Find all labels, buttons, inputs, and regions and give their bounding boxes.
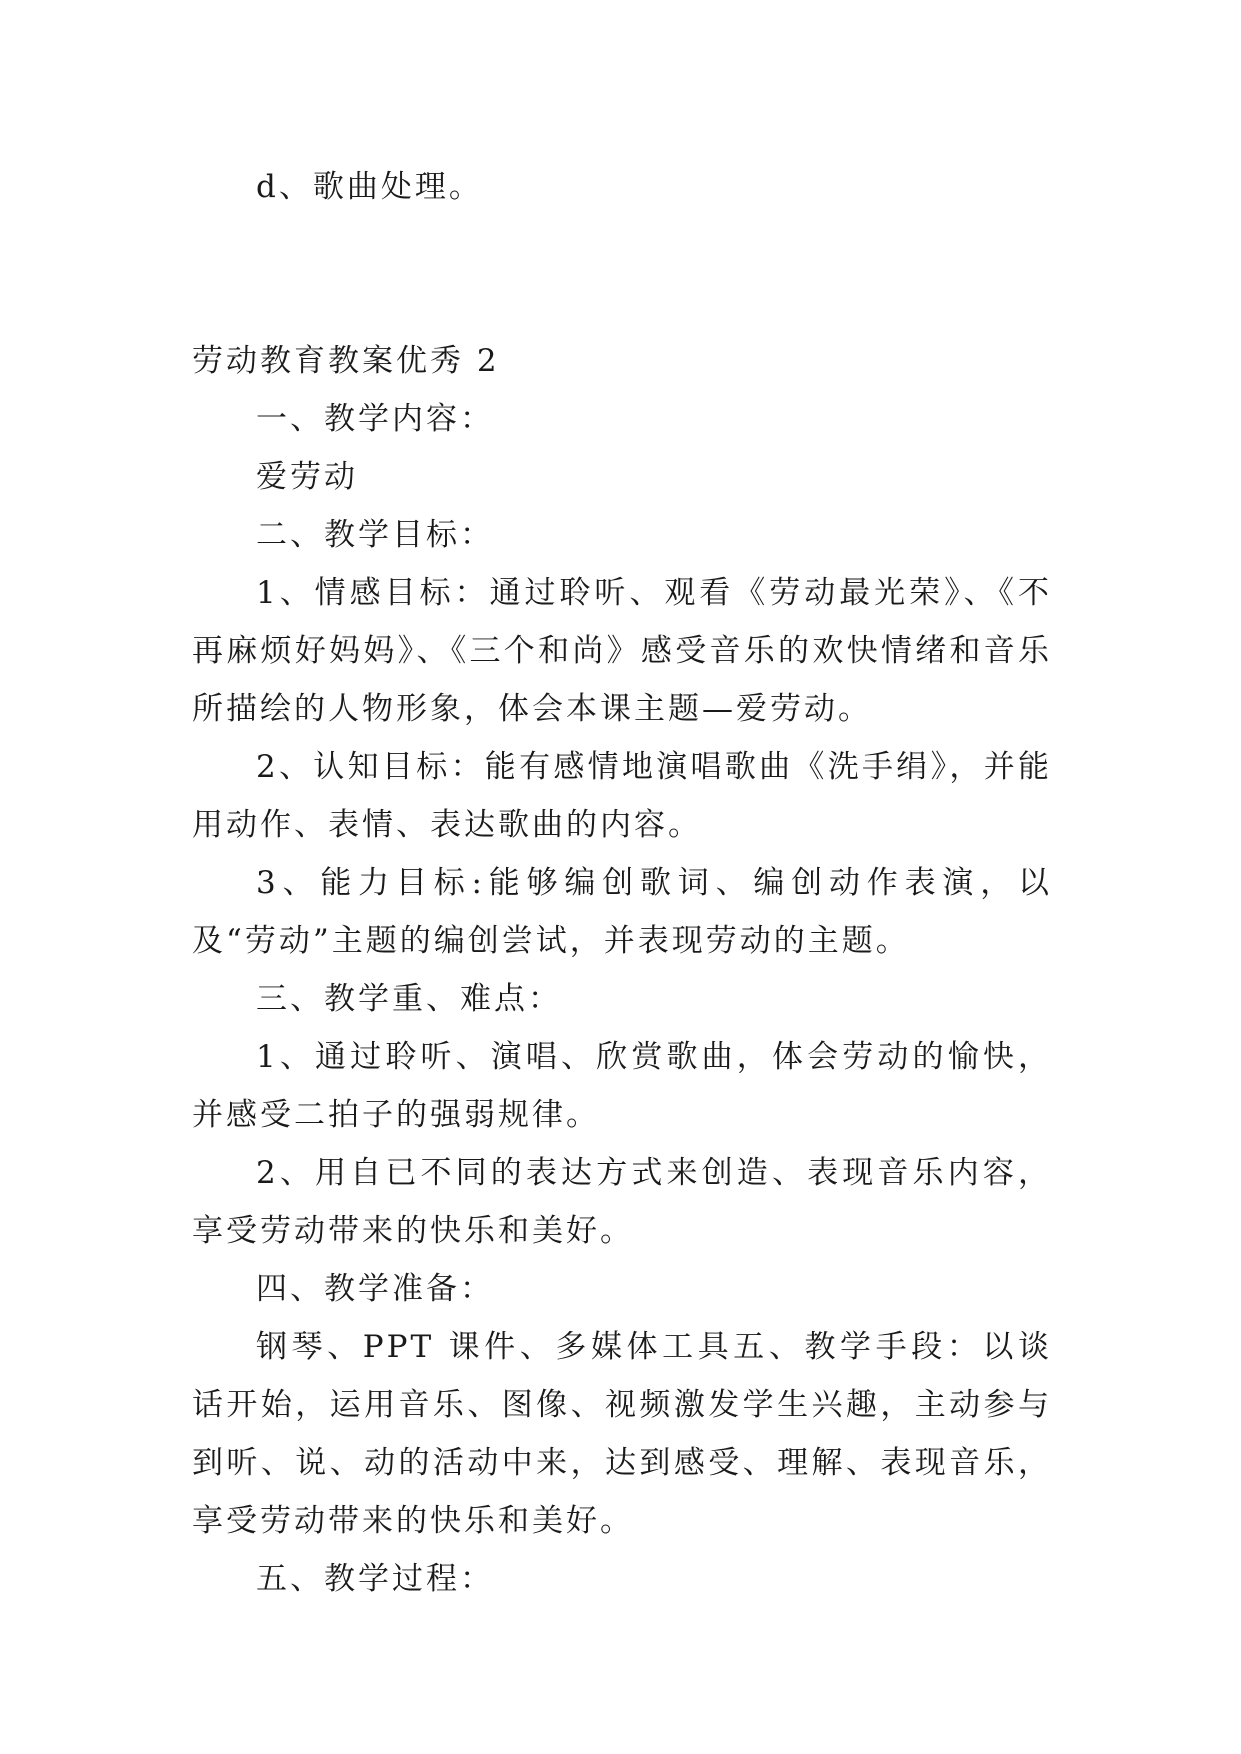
heading-key-points: 三、教学重、难点： <box>256 981 562 1017</box>
section-gap <box>192 216 1052 332</box>
paragraph-key-point-1: 1、通过聆听、演唱、欣赏歌曲，体会劳动的愉快，并感受二拍子的强弱规律。 <box>192 1039 1052 1133</box>
section-heading: 劳动教育教案优秀 2 <box>192 343 500 379</box>
paragraph-key-point-2: 2、用自已不同的表达方式来创造、表现音乐内容，享受劳动带来的快乐和美好。 <box>192 1155 1052 1249</box>
heading-teaching-content: 一、教学内容： <box>256 401 494 437</box>
paragraph-goal-cognition: 2、认知目标：能有感情地演唱歌曲《洗手绢》，并能用动作、表情、表达歌曲的内容。 <box>192 749 1052 843</box>
heading-teaching-process: 五、教学过程： <box>256 1561 494 1597</box>
heading-preparation: 四、教学准备： <box>256 1271 494 1307</box>
paragraph-goal-emotion: 1、情感目标：通过聆听、观看《劳动最光荣》、《不再麻烦好妈妈》、《三个和尚》感受音乐的欢快情绪和音乐所描绘的人物形象，体会本课主题—爱劳动。 <box>192 575 1052 727</box>
paragraph-preparation: 钢琴、PPT 课件、多媒体工具五、教学手段：以谈话开始，运用音乐、图像、视频激发学生兴趣，主动参与到听、说、动的活动中来，达到感受、理解、表现音乐，享受劳动带来的快乐和美好。 <box>192 1329 1052 1539</box>
paragraph-song-processing: d、歌曲处理。 <box>256 169 483 205</box>
paragraph-content-topic: 爱劳动 <box>256 459 358 495</box>
paragraph-goal-ability: 3、能力目标:能够编创歌词、编创动作表演，以及“劳动”主题的编创尝试，并表现劳动的主题。 <box>192 865 1052 959</box>
heading-teaching-goals: 二、教学目标： <box>256 517 494 553</box>
document-body <box>192 158 1052 1608</box>
